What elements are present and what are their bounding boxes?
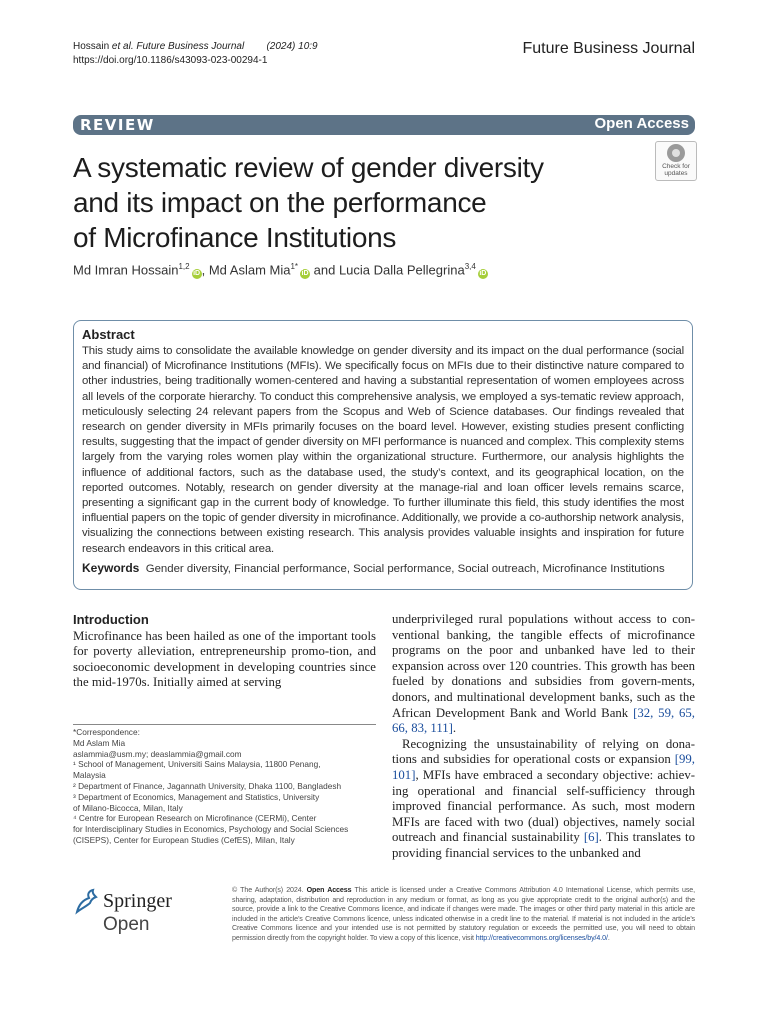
intro-right-p1: underprivileged rural populations without access to con-ventional banking, the tangible effects of microfinance programs on the poor and unbanked have led to their expansion across over 120 countries. This growth has been fueled by donations and subsidies from govern-ments, donors, and multinational development banks, such as the African Development Bank and World Bank [32, 59, 65, 66, 83, 111]. [392,612,696,736]
abstract-heading: Abstract [82,327,135,342]
license-link[interactable]: http://creativecommons.org/licenses/by/4.0/ [475,933,608,942]
right-column [392,612,695,862]
license-text: © The Author(s) 2024. Open Access This article is licensed under a Creative Commons Attribution 4.0 International License, which permits use, sharing, adaptation, distribution and reproduction in any medium or format, as long as you give appropriate credit to the original author(s) and the source, provide a link to the Creative Commons licence, and indicate if changes were made. The images or other third party material in this article are included in the article’s Creative Commons licence, unless indicated otherwise in a credit line to the material. If material is not included in the article’s Creative Commons licence and your intended use is not permitted by statutory regulation or exceeds the permitted use, you will need to obtain permission directly from the copyright holder. To view a copy of this licence, visit http://creativecommons.org/licenses/by/4.0/. [232,886,695,942]
footnotes: *Correspondence: Md Aslam Mia aslammia@usm.my; deaslammia@gmail.com ¹ School of Management, Universiti Sains Malaysia, 11800 Penang, Malaysia ² Department of Finance, Jagannath University, Dhaka 1100, Bangladesh ³ Department of Economics, Management and Statistics, University of Milano-Bicocca, Milan, Italy ⁴ Centre for European Research on Microfinance (CERMi), Center for Interdisciplinary Studies in Economics, Psychology and Social Sciences (CISEPS), Center for European Studies (CefES), Milan, Italy [73,724,376,846]
author-list: Md Imran Hossain$^{1,2}$iD , Md Aslam Mia$^{1*}$iD and Lucia Dalla Pellegrina$^{3,4}$iD [73,262,487,278]
citation-link[interactable]: [32, 59, 65, 66, 83, 111] [392,705,696,736]
intro-left-text: Microfinance has been hailed as one of the important tools for poverty alleviation, entrepreneurship promo-tion, and socioeconomic development in developing countries since the mid-1970s. Initially aimed at serving [73,628,376,690]
open-access-label: Open Access [594,115,689,132]
running-header [73,40,318,68]
springer-open-logo: Springer Open [73,888,223,918]
orcid-icon[interactable]: iD [301,270,309,278]
correspondence-email[interactable]: aslammia@usm.my; deaslammia@gmail.com [73,748,242,759]
header-year: (2024) 10:9 [266,41,318,52]
springer-horse-icon [73,888,99,916]
citation-link[interactable]: [6] [583,830,599,845]
article-type-band [73,115,695,135]
abstract-text: This study aims to consolidate the available knowledge on gender diversity and its impact on the dual performance (social and financial) of Microfinance Institutions (MFIs). We specifically focus on MFIs due to their distinctive nature compared to other industries, being traditionally women-centered and having a substantial representation of women employees across all levels of the corporate hierarchy. To conduct this comprehensive analysis, we employed a sys-tematic review approach, meticulously selecting 24 relevant papers from the Scopus and Web of Science databases. Our findings revealed that research on gender diversity in MFIs primarily focuses on the board level. However, existing studies present conflicting results, suggesting that the impact of gender diversity on MFI performance is nuanced and complex. This complexity stems largely from the varying roles women play within the organizational structure. Furthermore, our analysis highlights the influence of additional factors, such as the database used, the study’s context, and its geographical location, on the reported outcomes. Notably, research on gender diversity at the manage-rial and loan officer levels remains scarce, presenting a significant gap in the current body of knowledge. To further illuminate this field, this study identifies the most influential papers on the topic of gender diversity in microfinance. Additionally, we provide a co-authorship network analysis, visualizing the connections between existing research. This analysis provides valuable insights and inspiration for future research endeavors in this critical area. [82,345,684,555]
intro-right-p2: Recognizing the unsustainability of relying on dona-tions and subsidies for operational costs or expansion [99, 101], MFIs have embraced a secondary objective: achiev-ing operational and financial self-sufficiency through improved financial performance. As such, most modern MFIs are faced with two (dual) objectives, namely social outreach and financial sustainability [6]. This translates to providing financial services to the unbanked and [392,736,695,860]
orcid-icon[interactable]: iD [479,270,487,278]
left-column [73,612,376,691]
introduction-heading: Introduction [73,612,149,627]
citation-link[interactable]: [99, 101] [392,752,695,782]
author-1: Md Imran Hossain [73,262,179,278]
abstract-box [73,320,693,590]
author-2: , Md Aslam Mia [201,262,291,278]
check-for-updates-badge[interactable]: Check for updates [655,141,697,181]
keywords-label: Keywords [82,560,140,575]
check-updates-icon [667,144,685,162]
keywords-text: Gender diversity, Financial performance, Social performance, Social outreach, Microfinance Institutions [145,562,665,575]
header-doi[interactable]: https://doi.org/10.1186/s43093-023-00294-1 [73,55,268,66]
header-journal-cite: et al. Future Business Journal [111,41,245,52]
article-type: REVIEW [80,116,155,134]
author-3: and Lucia Dalla Pellegrina [310,262,465,278]
orcid-icon[interactable]: iD [193,270,201,278]
header-authors: Hossain [73,41,110,52]
journal-name: Future Business Journal [522,40,695,57]
keywords [82,561,684,575]
article-title: A systematic review of gender diversity and its impact on the performance of Microfinance Institutions [73,152,544,253]
